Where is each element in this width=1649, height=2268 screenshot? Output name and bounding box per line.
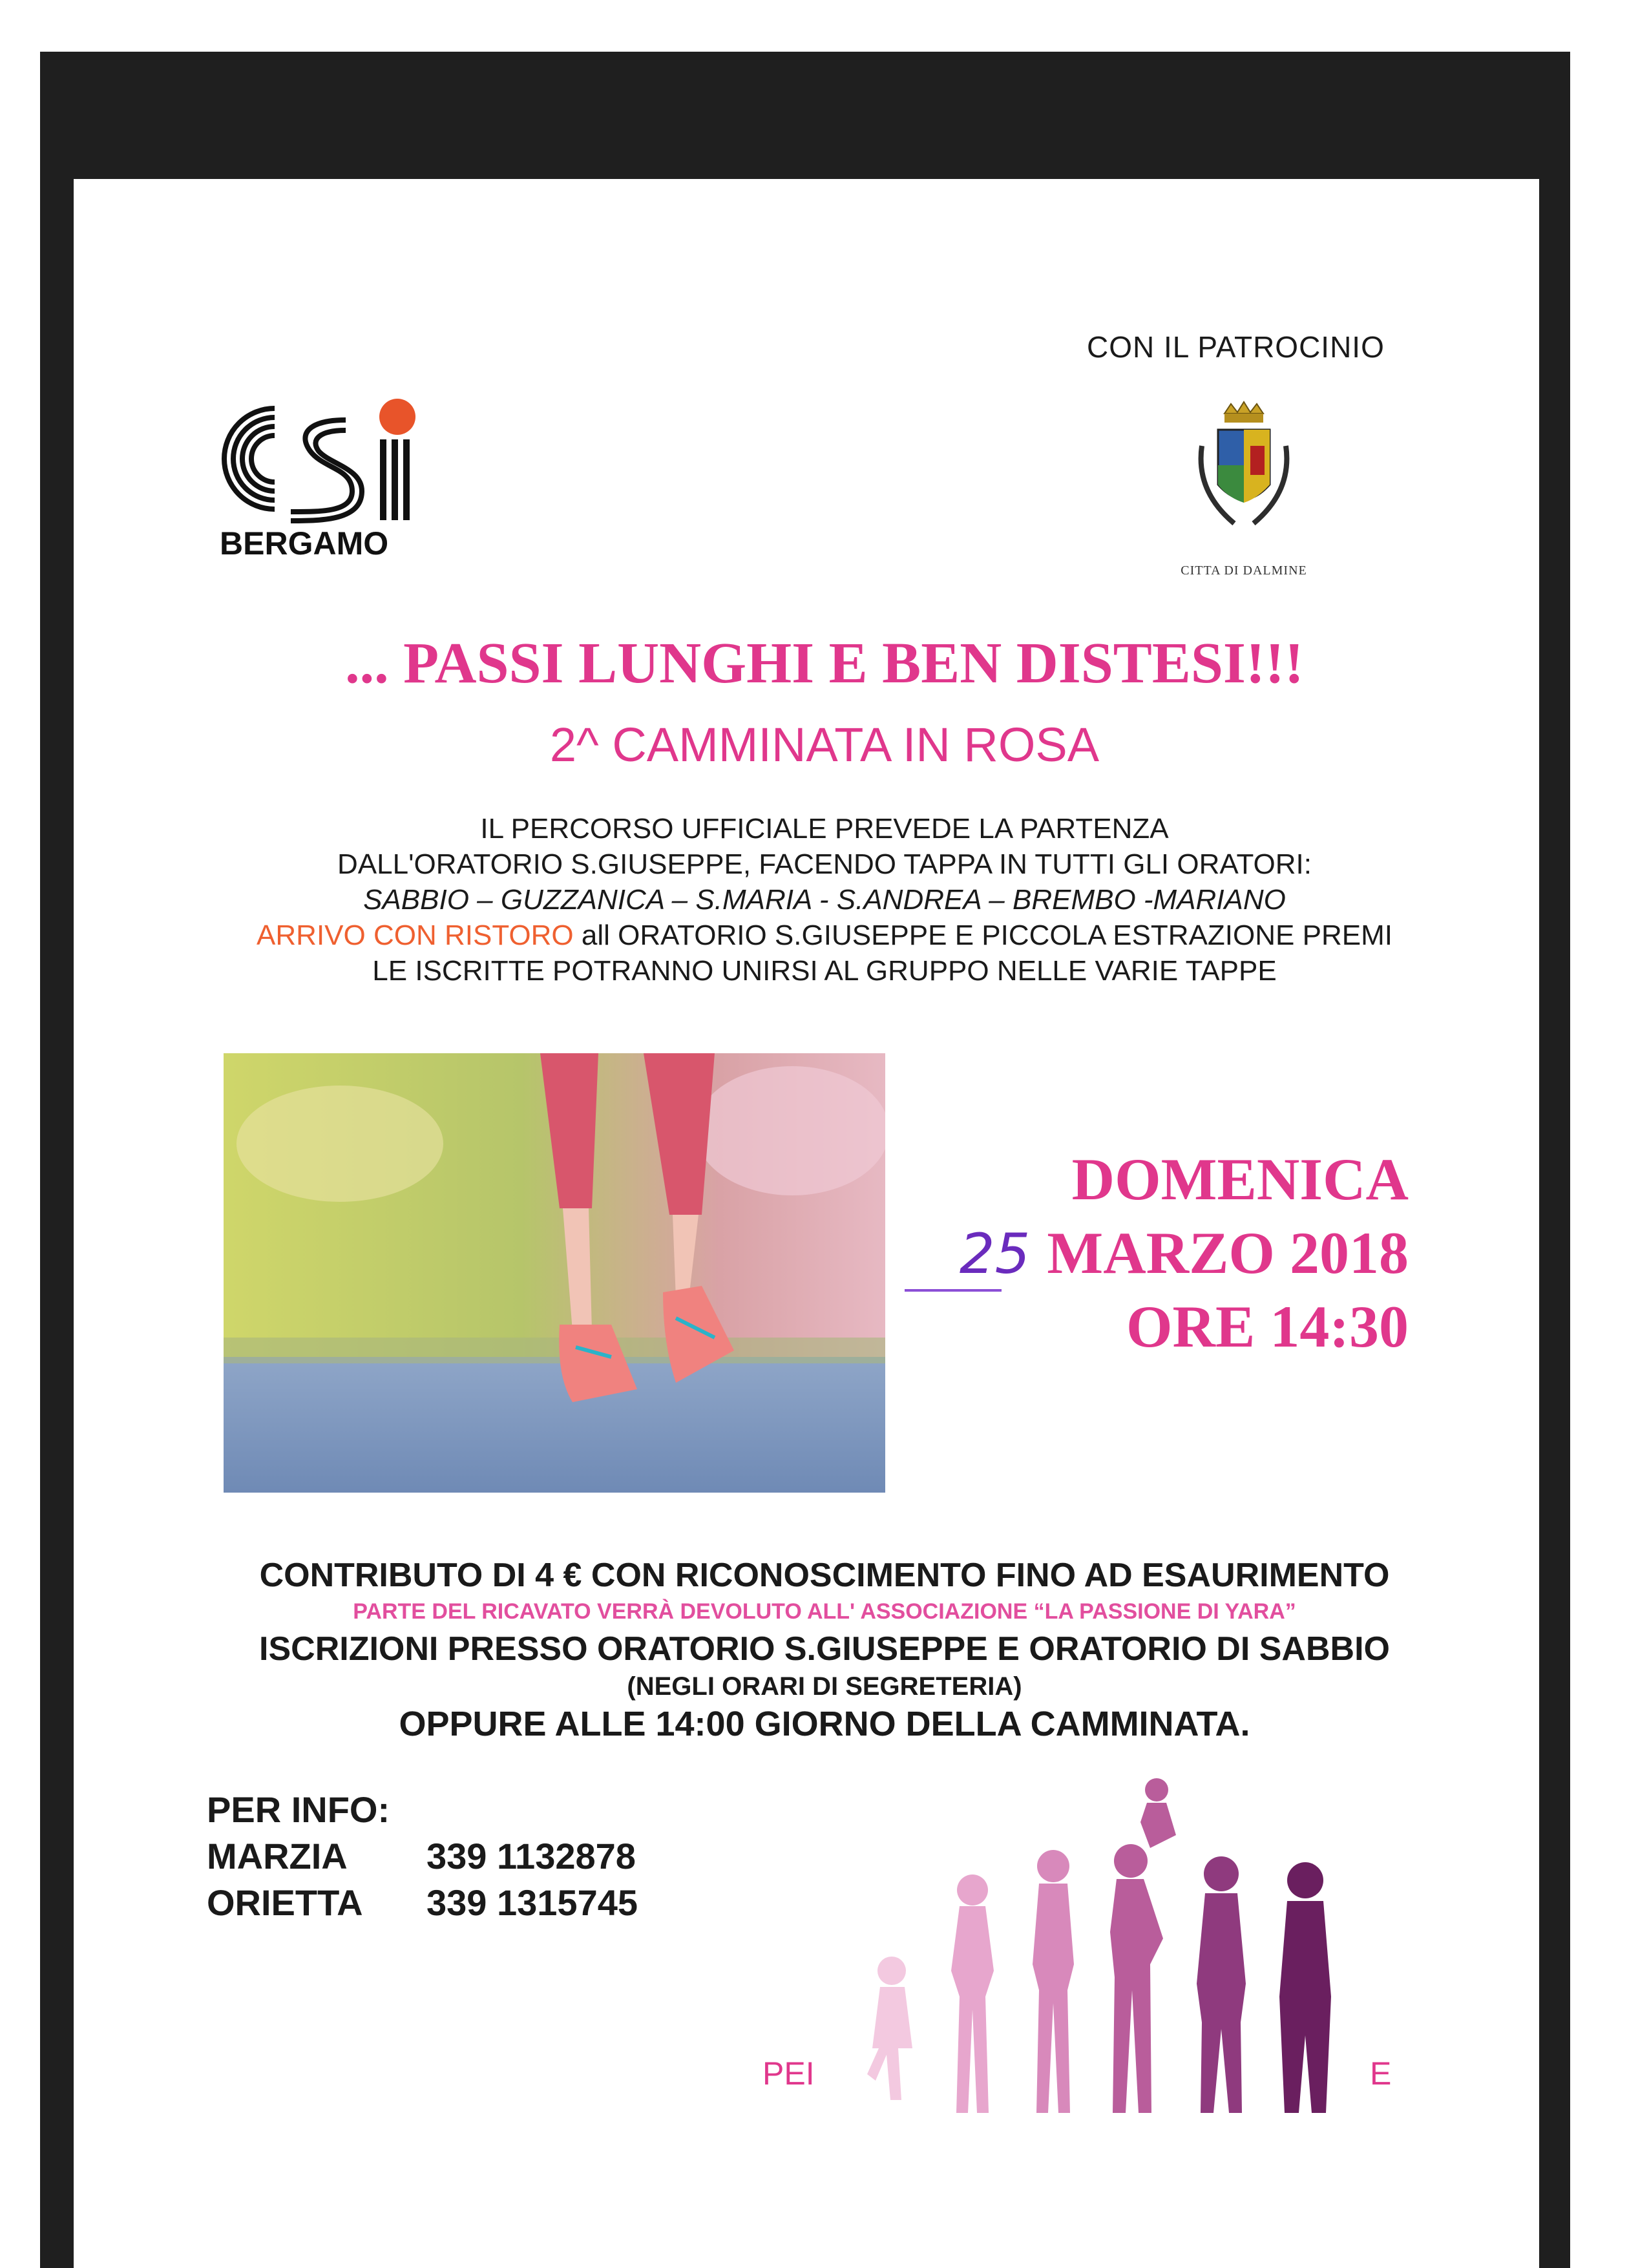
date-month-year: MARZO 2018	[1047, 1220, 1409, 1286]
arrival-highlight: ARRIVO CON RISTORO	[257, 919, 574, 951]
contact-phone: 339 1132878	[426, 1836, 636, 1876]
route-line-1: IL PERCORSO UFFICIALE PREVEDE LA PARTENZA	[480, 813, 1169, 845]
date-line	[905, 1219, 1409, 1287]
event-subtitle: 2^ CAMMINATA IN ROSA	[549, 718, 1100, 772]
contact-name: MARZIA	[207, 1836, 348, 1876]
route-line-5: LE ISCRITTE POTRANNO UNIRSI AL GRUPPO NELLE VARIE TAPPE	[372, 955, 1277, 987]
route-stops: SABBIO – GUZZANICA – S.MARIA - S.ANDREA – BREMBO -MARIANO	[363, 884, 1286, 916]
registration-line: ISCRIZIONI PRESSO ORATORIO S.GIUSEPPE E ORATORIO DI SABBIO	[259, 1630, 1390, 1668]
arrival-rest: all ORATORIO S.GIUSEPPE E PICCOLA ESTRAZIONE PREMI	[573, 919, 1392, 951]
scan-frame-top	[40, 52, 1570, 179]
patrocinio-label: CON IL PATROCINIO	[1087, 330, 1385, 364]
registration-hours: (NEGLI ORARI DI SEGRETERIA)	[627, 1672, 1022, 1701]
registration-alternative: OPPURE ALLE 14:00 GIORNO DELLA CAMMINATA.	[399, 1705, 1250, 1743]
arrival-line	[0, 919, 1649, 952]
handwritten-underline	[905, 1289, 1002, 1292]
scan-frame-left	[40, 52, 74, 2268]
contact-row	[207, 1882, 638, 1924]
crest-label: CITTA DI DALMINE	[1181, 563, 1307, 578]
date-time: ORE 14:30	[1126, 1294, 1409, 1360]
scan-frame-right	[1539, 52, 1570, 2268]
route-line-2: DALL'ORATORIO S.GIUSEPPE, FACENDO TAPPA IN TUTTI GLI ORATORI:	[337, 848, 1312, 880]
footer-fragment-right: E	[1370, 2055, 1392, 2092]
contribution-line: CONTRIBUTO DI 4 € CON RICONOSCIMENTO FINO AD ESAURIMENTO	[259, 1557, 1390, 1594]
contact-row	[207, 1835, 636, 1877]
dalmine-crest-icon	[1189, 401, 1299, 543]
donation-note: PARTE DEL RICAVATO VERRÀ DEVOLUTO ALL' ASSOCIAZIONE “LA PASSIONE DI YARA”	[353, 1599, 1296, 1624]
contacts-heading: PER INFO:	[207, 1789, 390, 1830]
csi-logo-icon	[213, 394, 420, 523]
date-day-name: DOMENICA	[1071, 1146, 1409, 1212]
org-name: BERGAMO	[220, 525, 389, 562]
walking-photo	[224, 1053, 885, 1493]
contact-phone: 339 1315745	[426, 1882, 638, 1923]
contact-name: ORIETTA	[207, 1882, 363, 1923]
event-title: ... PASSI LUNGHI E BEN DISTESI!!!	[345, 631, 1304, 695]
handwritten-day-number: 25	[959, 1222, 1031, 1286]
women-silhouettes-illustration	[840, 1777, 1392, 2139]
footer-fragment-left: PEI	[762, 2055, 815, 2092]
